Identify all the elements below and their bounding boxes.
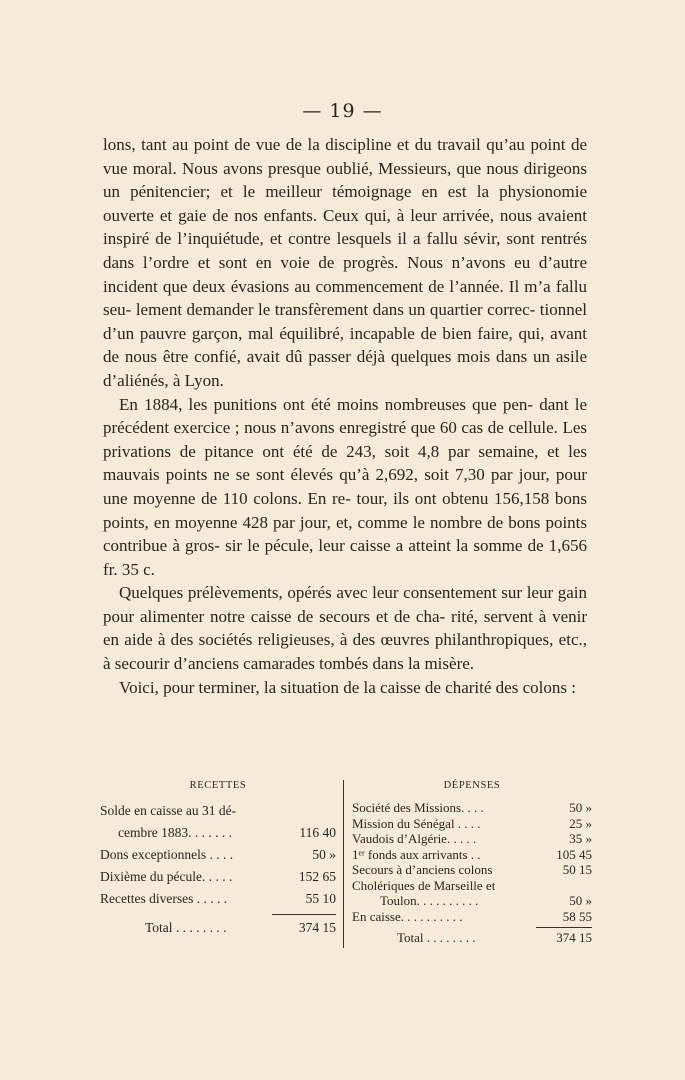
text-line: Quelques prélèvements, opérés avec leur consentement sur bbox=[119, 583, 523, 603]
row-label: 1ᵉʳ fonds aux arrivants . . bbox=[352, 846, 481, 862]
text-line: soit 7,30 par jour, pour une moyenne de 110 colons. En re- bbox=[103, 465, 588, 508]
text-line: œuvres philanthropiques, etc., à secourir d’anciens camarades bbox=[103, 630, 587, 674]
row-label: Recettes diverses . . . . . bbox=[100, 891, 228, 906]
text-line: que nous dirigeons un pénitencier; et le meilleur témoignage bbox=[103, 158, 587, 202]
row-amount: 116 40 bbox=[299, 825, 336, 840]
table-row bbox=[352, 800, 592, 816]
table-row bbox=[352, 831, 592, 847]
total-label: Total . . . . . . . . bbox=[397, 930, 476, 945]
row-label: Secours à d’anciens colons bbox=[352, 862, 493, 877]
row-amount bbox=[272, 800, 336, 822]
text-line: faire, qui, avant de nous être confié, avait dû passer déjà bbox=[103, 323, 587, 367]
text-line: rité, servent à venir en aide à des sociétés religieuses, à des bbox=[103, 606, 588, 650]
text-line: leur gain pour alimenter notre caisse de secours et de cha- bbox=[103, 583, 588, 626]
total-amount: 374 15 bbox=[556, 930, 592, 945]
row-amount: 35 » bbox=[569, 831, 592, 846]
table-row bbox=[352, 847, 592, 863]
total-label: Total . . . . . . . . bbox=[145, 920, 227, 935]
row-label: Société des Missions. . . . bbox=[352, 800, 484, 815]
row-label: En caisse. . . . . . . . . . bbox=[352, 908, 463, 924]
text-line: point de vue moral. Nous avons presque oublié, Messieurs, bbox=[103, 135, 587, 178]
table-row bbox=[100, 844, 336, 866]
text-line: En 1884, les punitions ont été moins nombreuses que pen- bbox=[119, 394, 534, 414]
text-line: par semaine, et les mauvais points ne se sont élevés qu’à 2,692, bbox=[103, 441, 588, 485]
total-row bbox=[100, 917, 336, 939]
row-label: cembre 1883. . . . . . . bbox=[118, 825, 232, 840]
sum-rule bbox=[536, 927, 592, 928]
row-label: Solde en caisse au 31 dé- bbox=[100, 803, 237, 818]
text-line: jour, et, comme le nombre de bons points contribue à gros- bbox=[103, 512, 588, 556]
text-line: en est la physionomie ouverte et gaie de nos enfants. Ceux bbox=[103, 182, 588, 225]
row-amount: 50 » bbox=[569, 800, 592, 815]
table-row bbox=[352, 878, 592, 894]
text-line: quelques mois dans un asile d’aliénés, à Lyon. bbox=[103, 347, 588, 390]
row-amount: 50 15 bbox=[562, 862, 592, 877]
text-line: qui, à leur arrivée, nous avaient inspiré de l’inquiétude, et bbox=[103, 205, 588, 249]
total-row bbox=[352, 930, 592, 946]
text-line: contre lesquels il a fallu sévir, sont rentrés dans l’ordre et bbox=[103, 229, 588, 272]
text-line: tionnel d’un pauvre garçon, mal équilibré, incapable de bien bbox=[103, 300, 588, 343]
row-amount: 105 45 bbox=[556, 846, 592, 862]
table-row bbox=[352, 893, 592, 909]
row-label: Vaudois d’Algérie. . . . . bbox=[352, 831, 477, 846]
accounts-table bbox=[100, 780, 590, 950]
text-line: lement demander le transfèrement dans un quartier correc- bbox=[135, 300, 536, 320]
text-line: deux évasions au commencement de l’année. Il m’a fallu seu- bbox=[103, 276, 587, 320]
table-row bbox=[352, 816, 592, 832]
page-number: — 19 — bbox=[302, 100, 383, 122]
text-line: tour, ils ont obtenu 156,158 bons points, en moyenne 428 par bbox=[103, 488, 587, 532]
text-line: Voici, pour terminer, la situation de la caisse de charité bbox=[119, 677, 492, 697]
row-label: Cholériques de Marseille et bbox=[352, 877, 496, 893]
body-text bbox=[103, 133, 587, 699]
column-divider bbox=[343, 780, 344, 948]
depenses-column bbox=[352, 780, 592, 946]
row-label: Mission du Sénégal . . . . bbox=[352, 815, 481, 831]
table-row bbox=[352, 909, 592, 925]
row-label: Toulon. . . . . . . . . . bbox=[380, 893, 479, 908]
total-amount: 374 15 bbox=[298, 920, 336, 935]
row-amount: 55 10 bbox=[305, 891, 336, 906]
depenses-title: DÉPENSES bbox=[443, 780, 501, 791]
row-amount: 50 » bbox=[569, 893, 592, 908]
text-line: tombés dans la misère. bbox=[319, 654, 475, 674]
table-row bbox=[100, 822, 336, 844]
recettes-column bbox=[100, 780, 336, 939]
text-line: dant le précédent exercice ; nous n’avons enregistré que 60 cas bbox=[103, 394, 587, 438]
row-amount: 50 » bbox=[312, 847, 336, 862]
table-row bbox=[352, 862, 592, 878]
text-line: lons, tant au point de vue de la discipline et du travail qu’au bbox=[103, 135, 525, 154]
row-amount bbox=[536, 878, 592, 894]
row-amount: 152 65 bbox=[298, 869, 336, 884]
text-line: sir le pécule, leur caisse a atteint la somme de 1,656 fr. 35 c. bbox=[103, 536, 588, 579]
table-row bbox=[100, 800, 336, 822]
text-line: des colons : bbox=[495, 677, 576, 697]
sum-rule bbox=[272, 914, 336, 915]
paragraph-2 bbox=[103, 393, 587, 582]
row-label: Dixième du pécule. . . . . bbox=[100, 869, 233, 884]
text-line: de cellule. Les privations de pitance ont été de 243, soit 4,8 bbox=[103, 418, 587, 461]
table-row bbox=[100, 888, 336, 910]
paragraph-1 bbox=[103, 133, 587, 393]
text-line: sont en voie de progrès. Nous n’avons eu d’autre incident que bbox=[103, 252, 588, 296]
row-label: Dons exceptionnels . . . . bbox=[100, 847, 234, 862]
paragraph-3 bbox=[103, 581, 587, 675]
row-amount: 58 55 bbox=[562, 908, 592, 924]
row-amount: 25 » bbox=[569, 815, 592, 831]
table-row bbox=[100, 866, 336, 888]
paragraph-4 bbox=[103, 676, 587, 700]
recettes-title: RECETTES bbox=[189, 780, 247, 791]
